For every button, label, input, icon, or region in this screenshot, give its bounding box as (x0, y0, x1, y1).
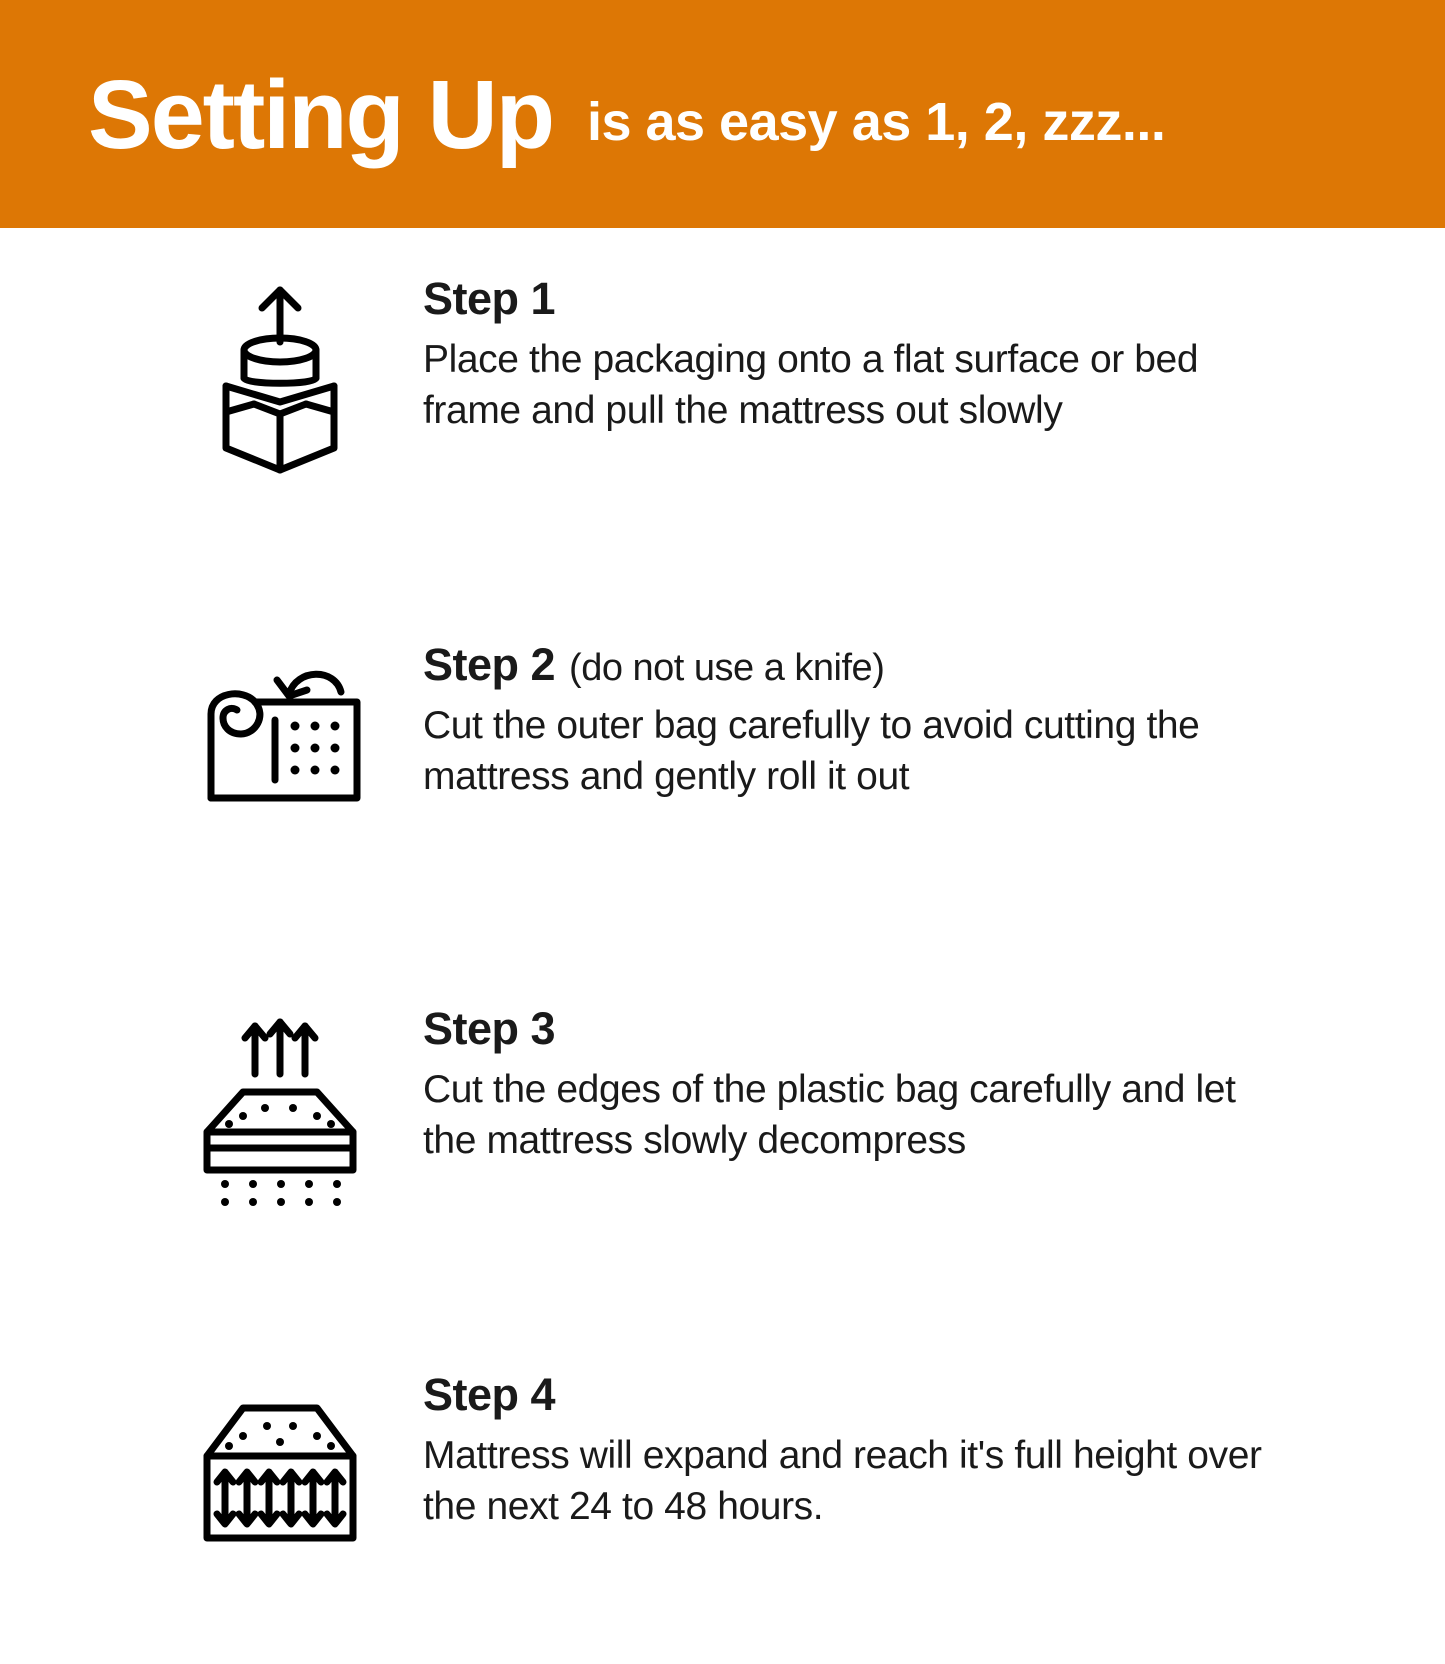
list-item (0, 1360, 1445, 1664)
step-heading (423, 640, 1445, 690)
list-item (0, 264, 1445, 568)
header-banner (0, 0, 1445, 228)
step-text (375, 994, 1445, 1166)
rolled-mattress-icon (185, 630, 375, 828)
mattress-expanding-icon (185, 1360, 375, 1553)
page-subtitle: is as easy as 1, 2, zzz... (586, 92, 1166, 152)
step-title: Step 3 (423, 1003, 556, 1054)
step-title: Step 1 (423, 273, 556, 324)
step-text (375, 630, 1445, 803)
list-item (0, 994, 1445, 1298)
step-text (375, 264, 1445, 436)
step-heading (423, 274, 1445, 324)
steps-list (0, 228, 1445, 1664)
step-text (375, 1360, 1445, 1532)
box-with-up-arrow-icon (185, 264, 375, 482)
step-note: (do not use a knife) (569, 647, 885, 689)
step-heading (423, 1004, 1445, 1054)
page-title: Setting Up (88, 59, 553, 169)
step-heading (423, 1370, 1445, 1420)
step-description: Place the packaging onto a flat surface or bed frame and pull the mattress out slowly (423, 337, 1199, 432)
list-item (0, 630, 1445, 934)
step-description: Cut the edges of the plastic bag carefully and let the mattress slowly decompress (423, 1067, 1236, 1162)
step-description: Cut the outer bag carefully to avoid cutting the mattress and gently roll it out (423, 704, 1200, 799)
mattress-decompress-icon (185, 994, 375, 1212)
step-title: Step 2 (423, 639, 556, 690)
step-title: Step 4 (423, 1369, 556, 1420)
step-description: Mattress will expand and reach it's full height over the next 24 to 48 hours. (423, 1433, 1262, 1528)
